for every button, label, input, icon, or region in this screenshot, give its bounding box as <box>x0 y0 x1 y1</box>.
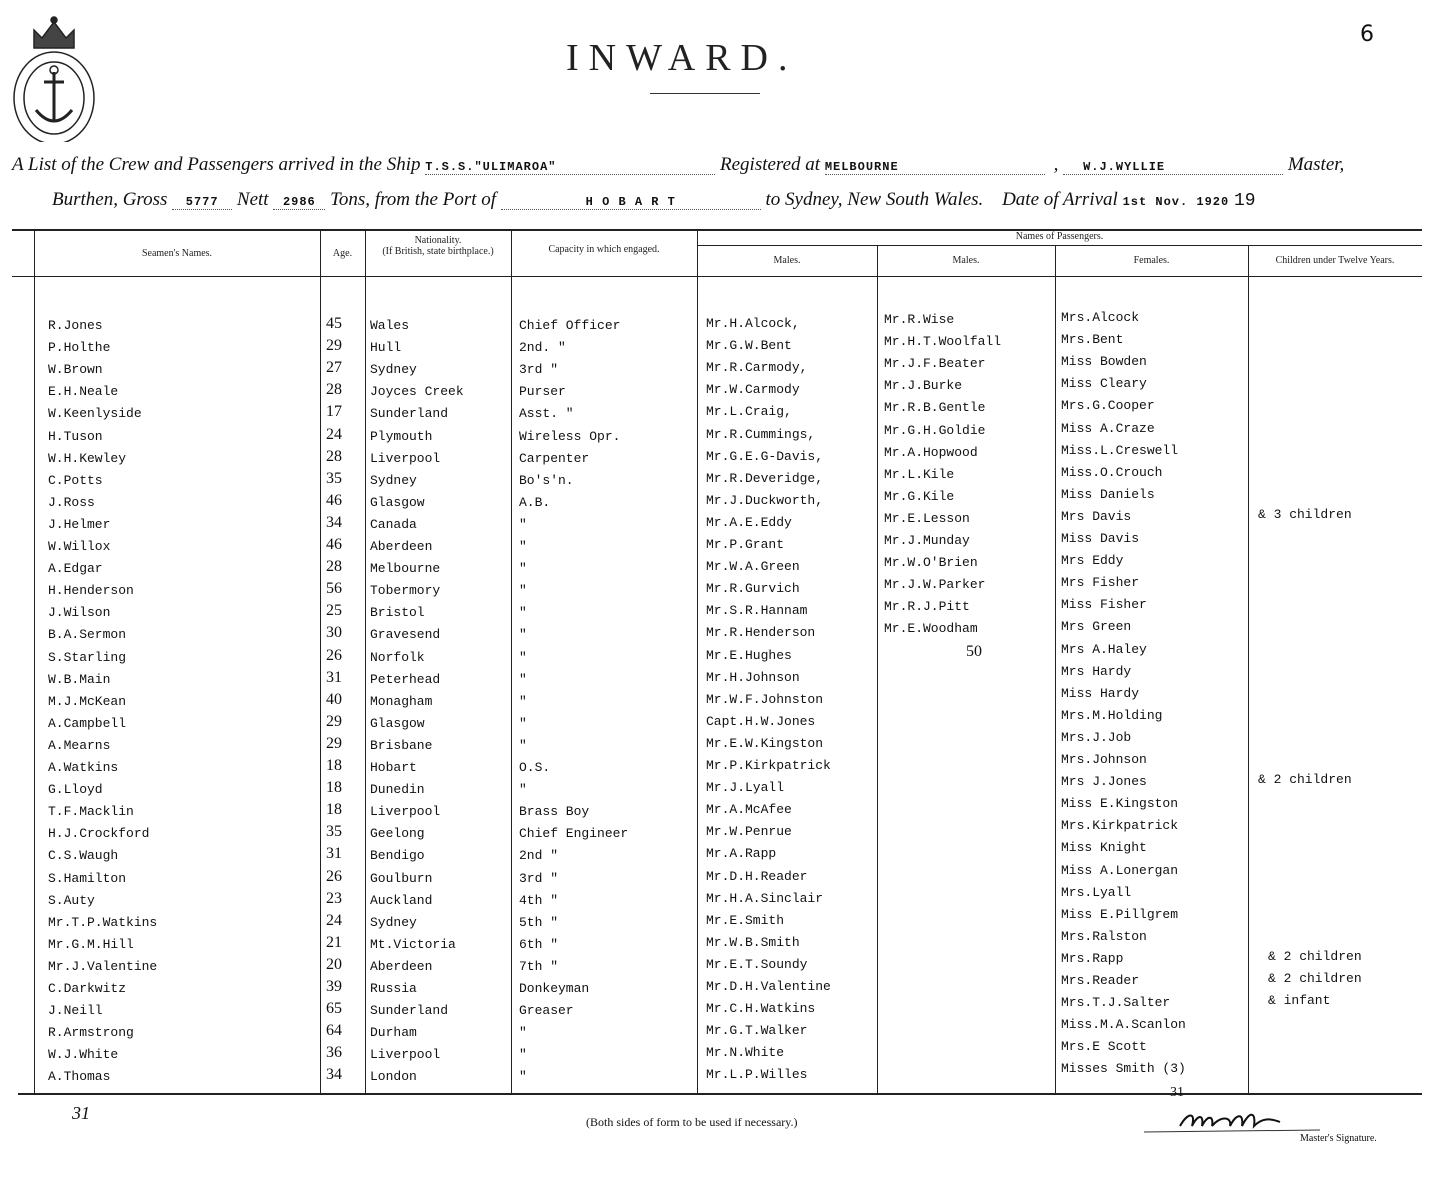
col-rule-8 <box>1248 246 1249 1093</box>
from-port: H O B A R T <box>501 195 761 210</box>
crew-age: 24 <box>326 425 342 443</box>
crew-age: 34 <box>326 1066 342 1084</box>
crew-nationality: Bristol <box>370 605 425 621</box>
crew-capacity: " <box>519 737 527 753</box>
crew-nationality: London <box>370 1069 417 1085</box>
nett-tons: 2986 <box>273 195 325 210</box>
male-passenger: Mr.W.Carmody <box>706 382 800 398</box>
male-passenger: Mr.W.B.Smith <box>706 934 800 950</box>
female-passenger: Miss A.Craze <box>1061 420 1155 436</box>
male-passenger: Mr.L.P.Willes <box>706 1067 808 1083</box>
crew-nationality: Sydney <box>370 362 417 378</box>
male-passenger: Mr.J.Duckworth, <box>706 492 824 508</box>
children-note: & 2 children <box>1258 772 1352 788</box>
female-passenger: Mrs A.Haley <box>1061 641 1147 657</box>
crew-capacity: Greaser <box>519 1003 574 1019</box>
male-passenger: Mr.E.Hughes <box>706 647 792 663</box>
margin-note: 31 <box>72 1103 90 1123</box>
arrival-year-suffix: 19 <box>1233 191 1256 211</box>
header-males-2: Males. <box>952 255 980 266</box>
crew-age: 31 <box>326 845 342 863</box>
col-rule-1 <box>34 231 35 1093</box>
crew-nationality: Geelong <box>370 826 425 842</box>
crew-age: 26 <box>326 646 342 664</box>
female-passenger: Mrs J.Jones <box>1061 774 1147 790</box>
crew-name: S.Hamilton <box>48 870 127 886</box>
crew-age: 18 <box>326 757 342 774</box>
registered-port: MELBOURNE <box>825 160 1045 175</box>
crew-name: H.Henderson <box>48 583 134 599</box>
crew-nationality: Tobermory <box>370 583 441 599</box>
children-note: & infant <box>1268 993 1331 1009</box>
crew-name: M.J.McKean <box>48 693 127 709</box>
crew-capacity: " <box>519 1047 527 1063</box>
female-passenger: Miss.M.A.Scanlon <box>1061 1017 1186 1033</box>
crew-nationality: Liverpool <box>370 450 441 466</box>
crew-capacity: " <box>519 1025 527 1041</box>
male-passenger: Mr.R.Wise <box>884 312 955 327</box>
col-rule-7 <box>1055 246 1056 1093</box>
header-capacity: Capacity in which engaged. <box>548 244 660 255</box>
crew-age: 28 <box>326 381 342 399</box>
list-label: A List of the Crew and Passengers arrived in the Ship <box>12 154 421 175</box>
crew-name: J.Wilson <box>48 605 111 621</box>
crew-name: H.Tuson <box>48 428 103 444</box>
crew-capacity: " <box>519 583 527 599</box>
crew-age: 29 <box>326 712 342 730</box>
male-passenger: Mr.A.McAfee <box>706 802 792 818</box>
male-passenger: Mr.J.F.Beater <box>884 356 986 372</box>
crew-name: W.B.Main <box>48 671 111 687</box>
crew-capacity: " <box>519 649 527 665</box>
male-passenger: Mr.H.Alcock, <box>706 316 800 331</box>
crew-nationality: Brisbane <box>370 737 433 753</box>
crew-nationality: Glasgow <box>370 715 425 731</box>
header-bottom-rule <box>12 276 1422 277</box>
header-males-1: Males. <box>773 255 801 266</box>
male-passenger: Mr.G.H.Goldie <box>884 422 986 438</box>
male-passenger: Mr.R.Carmody, <box>706 360 808 376</box>
col-rule-5 <box>697 231 698 1093</box>
crew-name: A.Mearns <box>48 737 111 753</box>
female-passenger: Miss Knight <box>1061 840 1147 856</box>
crew-age: 18 <box>326 779 342 797</box>
male-passenger: Mr.H.T.Woolfall <box>884 334 1002 350</box>
header-seamen: Seamen's Names. <box>141 248 213 259</box>
crew-age: 28 <box>326 447 342 465</box>
crew-name: W.Brown <box>48 362 103 378</box>
crew-nationality: Norfolk <box>370 649 425 665</box>
female-passenger: Miss.L.Creswell <box>1061 442 1179 458</box>
female-passenger: Mrs.Kirkpatrick <box>1061 818 1179 834</box>
crew-nationality: Aberdeen <box>370 958 433 974</box>
male-passenger: Mr.J.Lyall <box>706 780 785 796</box>
crew-age: 65 <box>326 1000 342 1018</box>
crew-nationality: Plymouth <box>370 428 433 444</box>
crew-name: S.Starling <box>48 649 127 665</box>
crew-age: 35 <box>326 823 342 841</box>
gross-tons: 5777 <box>172 195 232 210</box>
crew-age: 28 <box>326 558 342 576</box>
male-passenger: Mr.A.Rapp <box>706 846 777 862</box>
crew-nationality: Hull <box>370 340 402 356</box>
crew-age: 23 <box>326 889 342 907</box>
crew-name: R.Jones <box>48 318 103 333</box>
crew-age: 29 <box>326 734 342 752</box>
crew-age: 40 <box>326 690 342 708</box>
female-passenger: Mrs.M.Holding <box>1061 707 1163 723</box>
crew-nationality: Sunderland <box>370 1003 449 1019</box>
crew-name: A.Watkins <box>48 760 119 775</box>
crew-name: J.Neill <box>48 1003 103 1019</box>
crew-nationality: Sydney <box>370 914 417 930</box>
male-passenger: Mr.R.Henderson <box>706 625 816 641</box>
crew-name: B.A.Sermon <box>48 627 127 643</box>
crew-nationality: Melbourne <box>370 561 441 577</box>
crew-capacity: Chief Engineer <box>519 826 629 842</box>
crew-capacity: " <box>519 715 527 731</box>
female-passenger: Miss.O.Crouch <box>1061 464 1163 480</box>
female-passenger: Miss E.Kingston <box>1061 796 1179 812</box>
crew-nationality: Goulburn <box>370 870 433 886</box>
female-passenger: Mrs Green <box>1061 619 1132 635</box>
header-line-1: A List of the Crew and Passengers arrived in the Ship T.S.S."ULIMAROA" Registered at MELBOURNE , W.J.WYLLIE Master, <box>12 154 1345 175</box>
crew-nationality: Russia <box>370 981 417 996</box>
crew-capacity: 3rd " <box>519 362 559 378</box>
crew-age: 20 <box>326 955 342 973</box>
male-passenger: Mr.G.T.Walker <box>706 1023 808 1039</box>
crew-name: Mr.J.Valentine <box>48 958 158 974</box>
male-passenger: Mr.N.White <box>706 1045 785 1061</box>
female-passenger: Mrs.Lyall <box>1061 884 1132 900</box>
crew-age: 45 <box>326 315 342 332</box>
crew-age: 39 <box>326 978 342 995</box>
crew-capacity: " <box>519 516 527 532</box>
male-passenger: Mr.E.Woodham <box>884 621 978 637</box>
female-passenger: Miss Davis <box>1061 531 1140 546</box>
crew-name: Mr.T.P.Watkins <box>48 914 158 930</box>
female-passenger: Mrs.Johnson <box>1061 752 1147 767</box>
male-passenger: Mr.D.H.Reader <box>706 868 808 884</box>
male-passenger: Mr.J.Burke <box>884 378 963 394</box>
crew-nationality: Liverpool <box>370 804 441 820</box>
crew-nationality: Aberdeen <box>370 539 433 554</box>
male-passenger: Mr.E.W.Kingston <box>706 735 824 751</box>
crew-capacity: Chief Officer <box>519 318 621 333</box>
form-title: INWARD. <box>566 37 798 79</box>
crew-name: J.Helmer <box>48 516 111 532</box>
crew-nationality: Mt.Victoria <box>370 936 456 952</box>
header-females: Females. <box>1133 255 1170 266</box>
female-passenger: Miss E.Pillgrem <box>1061 906 1179 922</box>
tons-label: Tons, from the Port of <box>330 189 497 210</box>
female-passenger: Mrs.G.Cooper <box>1061 398 1155 414</box>
female-passenger: Mrs.Ralston <box>1061 928 1147 944</box>
male-passenger: Mr.D.H.Valentine <box>706 979 831 994</box>
crew-name: P.Holthe <box>48 340 111 356</box>
crew-name: T.F.Macklin <box>48 804 134 820</box>
to-label: to Sydney, New South Wales. <box>765 189 984 210</box>
crew-age: 27 <box>326 359 342 377</box>
ship-name: T.S.S."ULIMAROA" <box>425 160 715 175</box>
crew-nationality: Monagham <box>370 693 433 709</box>
male-passenger: Mr.J.W.Parker <box>884 577 986 593</box>
female-passenger: Misses Smith (3) <box>1061 1061 1186 1077</box>
col-rule-4 <box>511 231 512 1093</box>
crew-capacity: " <box>519 782 527 798</box>
crew-name: W.Keenlyside <box>48 406 142 422</box>
male-passenger: Mr.R.B.Gentle <box>884 400 986 416</box>
crew-name: W.H.Kewley <box>48 450 127 466</box>
male-passenger: Mr.W.F.Johnston <box>706 691 824 707</box>
crew-age: 24 <box>326 911 342 929</box>
header-line-2 <box>52 189 1256 211</box>
crew-nationality: Auckland <box>370 892 433 908</box>
col-rule-6 <box>877 246 878 1093</box>
crew-capacity: Wireless Opr. <box>519 428 621 444</box>
crew-age: 30 <box>326 624 342 642</box>
crew-capacity: 4th " <box>519 892 559 908</box>
crew-age: 21 <box>326 933 342 951</box>
crew-nationality: Joyces Creek <box>370 384 464 400</box>
female-passenger: Mrs.J.Job <box>1061 729 1132 745</box>
col-rule-3 <box>365 231 366 1093</box>
male-passenger: Mr.E.Lesson <box>884 510 970 526</box>
master-label: Master, <box>1287 154 1345 175</box>
crew-capacity: Asst. " <box>519 406 574 422</box>
female-passenger: Mrs Hardy <box>1061 663 1132 679</box>
crew-age: 46 <box>326 491 342 509</box>
male-passenger: Mr.S.R.Hannam <box>706 603 808 619</box>
crew-nationality: Gravesend <box>370 627 441 643</box>
crew-nationality: Durham <box>370 1025 417 1041</box>
female-passenger: Miss Fisher <box>1061 597 1147 613</box>
signature-count: 31 <box>1170 1085 1184 1100</box>
nett-label: Nett <box>236 189 269 210</box>
male-passenger: Mr.A.Hopwood <box>884 444 978 460</box>
crew-capacity: " <box>519 627 527 643</box>
male-passenger: Mr.W.O'Brien <box>884 555 978 571</box>
crew-capacity: 3rd " <box>519 870 559 886</box>
crew-nationality: Glasgow <box>370 494 425 510</box>
male-passenger: Mr.G.E.G-Davis, <box>706 448 824 464</box>
female-passenger: Mrs.E Scott <box>1061 1039 1147 1055</box>
female-passenger: Miss A.Lonergan <box>1061 862 1179 878</box>
children-note: & 3 children <box>1258 506 1352 522</box>
crew-nationality: Dunedin <box>370 782 425 798</box>
crew-capacity: " <box>519 1069 527 1085</box>
female-passenger: Mrs Eddy <box>1061 553 1124 569</box>
crew-name: A.Edgar <box>48 561 103 577</box>
col-rule-2 <box>320 231 321 1093</box>
female-passenger: Mrs.Rapp <box>1061 950 1124 966</box>
crew-age: 56 <box>326 580 342 598</box>
crew-capacity: " <box>519 539 527 554</box>
crew-age: 35 <box>326 469 342 487</box>
header-passengers: Names of Passengers. <box>1015 231 1104 242</box>
crew-name: C.S.Waugh <box>48 848 119 864</box>
arrival-label: Date of Arrival <box>1002 189 1118 210</box>
crew-age: 46 <box>326 536 342 553</box>
males-2-total: 50 <box>966 643 982 660</box>
crew-name: H.J.Crockford <box>48 826 150 842</box>
master-name: W.J.WYLLIE <box>1063 160 1283 175</box>
crew-age: 36 <box>326 1044 342 1062</box>
crew-capacity: " <box>519 671 527 687</box>
crew-name: S.Auty <box>48 892 95 908</box>
male-passenger: Mr.H.Johnson <box>706 669 800 685</box>
crew-name: W.J.White <box>48 1047 119 1063</box>
crew-name: C.Darkwitz <box>48 981 127 996</box>
header-children: Children under Twelve Years. <box>1275 255 1395 266</box>
female-passenger: Mrs.Bent <box>1061 332 1124 348</box>
male-passenger: Capt.H.W.Jones <box>706 713 816 729</box>
crew-nationality: Canada <box>370 516 417 532</box>
crew-capacity: " <box>519 693 527 709</box>
crew-capacity: 5th " <box>519 914 559 930</box>
crew-age: 17 <box>326 403 342 421</box>
crew-capacity: Brass Boy <box>519 804 590 820</box>
crew-nationality: Sydney <box>370 472 417 488</box>
crew-capacity: O.S. <box>519 760 551 775</box>
crew-name: R.Armstrong <box>48 1025 134 1041</box>
crew-capacity: A.B. <box>519 494 551 510</box>
male-passenger: Mr.W.A.Green <box>706 559 800 575</box>
registered-label: Registered at <box>720 154 821 175</box>
passengers-subrule <box>697 245 1422 246</box>
table-bottom-rule <box>18 1093 1422 1095</box>
crew-name: C.Potts <box>48 472 103 488</box>
female-passenger: Mrs.Reader <box>1061 973 1140 988</box>
crew-name: W.Willox <box>48 539 111 554</box>
crew-capacity: Purser <box>519 384 566 400</box>
crew-name: Mr.G.M.Hill <box>48 936 134 952</box>
crew-age: 31 <box>326 668 342 686</box>
female-passenger: Mrs Davis <box>1061 508 1132 524</box>
crew-name: E.H.Neale <box>48 384 119 400</box>
arrival-date: 1st Nov. 1920 <box>1122 195 1230 209</box>
header-nationality-sub: (If British, state birthplace.) <box>382 246 494 257</box>
crew-capacity: Carpenter <box>519 450 590 466</box>
crew-nationality: Peterhead <box>370 671 441 687</box>
header-age: Age. <box>332 248 353 259</box>
crew-age: 29 <box>326 337 342 355</box>
header-nationality: Nationality. <box>414 235 462 246</box>
crew-nationality: Wales <box>370 318 410 333</box>
male-passenger: Mr.R.Cummings, <box>706 426 816 442</box>
female-passenger: Miss Hardy <box>1061 685 1140 701</box>
male-passenger: Mr.P.Grant <box>706 537 785 552</box>
crew-capacity: 7th " <box>519 958 559 974</box>
male-passenger: Mr.L.Kile <box>884 466 955 482</box>
crew-nationality: Sunderland <box>370 406 449 422</box>
crew-age: 64 <box>326 1022 342 1040</box>
crew-name: A.Campbell <box>48 715 127 731</box>
male-passenger: Mr.G.W.Bent <box>706 338 792 354</box>
footer-note: (Both sides of form to be used if necessary.) <box>586 1115 798 1129</box>
female-passenger: Miss Cleary <box>1061 376 1147 392</box>
crew-capacity: " <box>519 605 527 621</box>
male-passenger: Mr.R.Deveridge, <box>706 470 824 486</box>
female-passenger: Miss Bowden <box>1061 354 1147 370</box>
female-passenger: Mrs.T.J.Salter <box>1061 995 1171 1011</box>
crew-name: G.Lloyd <box>48 782 103 798</box>
crew-nationality: Bendigo <box>370 848 425 864</box>
crew-capacity: 2nd. " <box>519 340 566 356</box>
crew-capacity: Bo's'n. <box>519 472 574 488</box>
crew-name: J.Ross <box>48 494 95 510</box>
title-rule <box>650 93 760 94</box>
female-passenger: Miss Daniels <box>1061 486 1155 502</box>
burthen-label: Burthen, Gross <box>52 189 168 210</box>
male-passenger: Mr.L.Craig, <box>706 404 792 420</box>
male-passenger: Mr.H.A.Sinclair <box>706 890 824 906</box>
signature-label: Master's Signature. <box>1300 1133 1377 1144</box>
crew-capacity: " <box>519 561 527 577</box>
male-passenger: Mr.P.Kirkpatrick <box>706 758 831 773</box>
crew-age: 18 <box>326 801 342 819</box>
crew-capacity: 6th " <box>519 936 559 952</box>
crew-nationality: Liverpool <box>370 1047 441 1063</box>
page-number: 6 <box>1360 22 1374 47</box>
crew-capacity: 2nd " <box>519 848 559 864</box>
female-passenger: Mrs.Alcock <box>1061 310 1140 325</box>
male-passenger: Mr.J.Munday <box>884 533 970 548</box>
male-passenger: Mr.E.T.Soundy <box>706 956 808 972</box>
male-passenger: Mr.E.Smith <box>706 912 785 928</box>
male-passenger: Mr.R.Gurvich <box>706 581 800 597</box>
children-note: & 2 children <box>1268 948 1362 964</box>
crew-capacity: Donkeyman <box>519 981 590 996</box>
male-passenger: Mr.W.Penrue <box>706 824 792 840</box>
male-passenger: Mr.R.J.Pitt <box>884 599 970 615</box>
crew-age: 34 <box>326 513 342 531</box>
male-passenger: Mr.A.E.Eddy <box>706 514 792 530</box>
female-passenger: Mrs Fisher <box>1061 575 1140 591</box>
male-passenger: Mr.G.Kile <box>884 488 955 504</box>
male-passenger: Mr.C.H.Watkins <box>706 1001 816 1017</box>
crew-nationality: Hobart <box>370 760 417 775</box>
crew-age: 26 <box>326 867 342 885</box>
crew-name: A.Thomas <box>48 1069 111 1085</box>
children-note: & 2 children <box>1268 971 1362 986</box>
crew-age: 25 <box>326 602 342 620</box>
shipping-masters-seal <box>10 10 98 142</box>
